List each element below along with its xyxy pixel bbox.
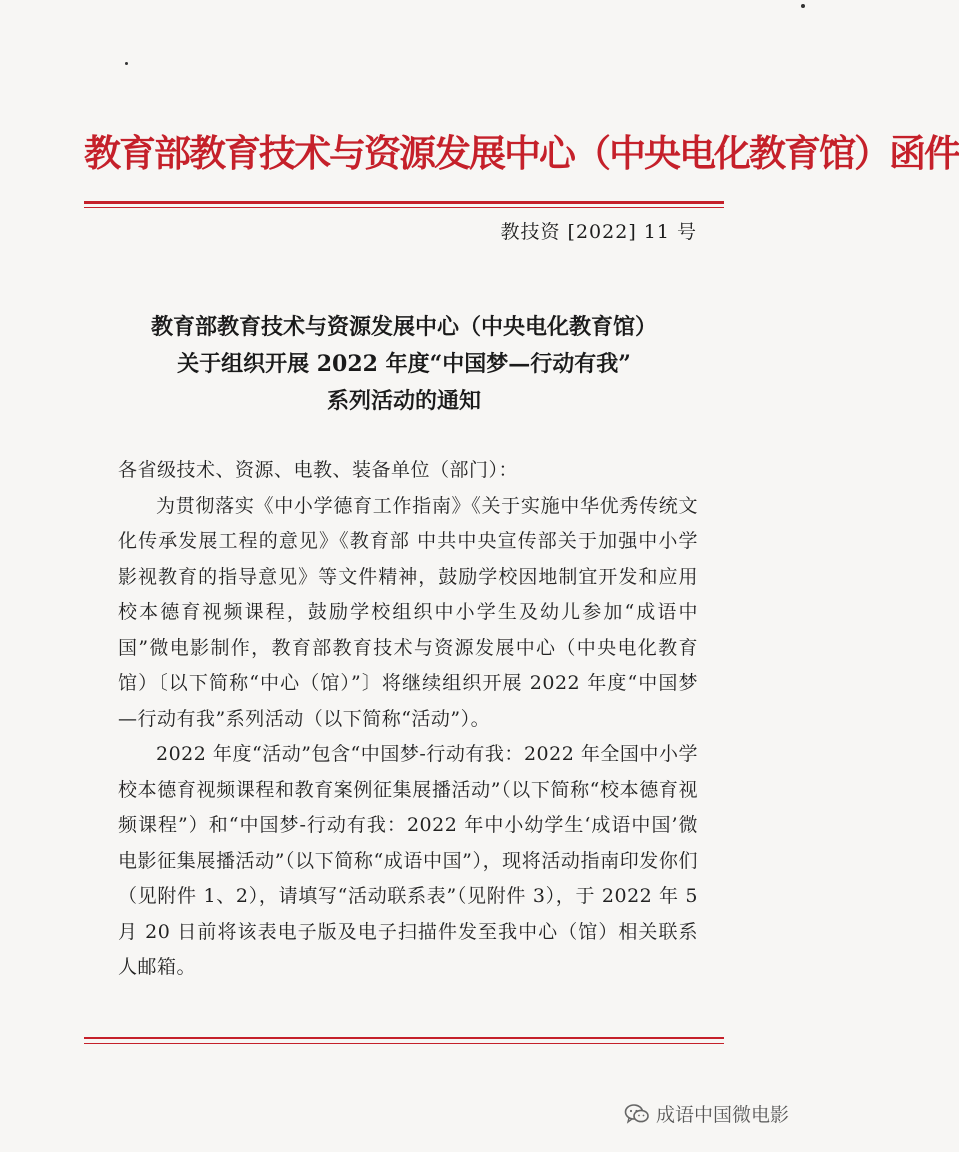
- letterhead-rule-bottom-thin: [84, 1043, 724, 1044]
- notice-title-line: 关于组织开展 2022 年度“中国梦—行动有我”: [177, 351, 631, 377]
- letterhead-rule-bottom: [84, 1037, 724, 1039]
- salutation: 各省级技术、资源、电教、装备单位（部门）：: [118, 459, 519, 481]
- document-number: 教技资 [2022] 11 号: [500, 221, 697, 243]
- notice-title-line: 教育部教育技术与资源发展中心（中央电化教育馆）: [150, 314, 657, 340]
- scan-speck: [801, 4, 805, 8]
- body-paragraph: 2022 年度“活动”包含“中国梦-行动有我：2022 年全国中小学校本德育视频课程和教育案例征集展播活动”（以下简称“校本德育视频课程”）和“中国梦-行动有我：2022 年中小幼学生‘成语中国’微电影征集展播活动”（以下简称“成语中国”），现将活动指南印发你们（见附件 1、2），请填写“活动联系表”（见附件 3），于 2022 年 5 月 20 日前将该表电子版及电子扫描件发至我中心（馆）相关联系人邮箱。: [118, 743, 698, 978]
- notice-body: [118, 453, 698, 986]
- notice-title: [84, 309, 724, 420]
- body-paragraph: 为贯彻落实《中小学德育工作指南》《关于实施中华优秀传统文化传承发展工程的意见》《教育部 中共中央宣传部关于加强中小学影视教育的指导意见》等文件精神，鼓励学校因地制宜开发和应用校本德育视频课程，鼓励学校组织中小学生及幼儿参加“成语中国”微电影制作，教育部教育技术与资源发展中心（中央电化教育馆）〔以下简称“中心（馆）”〕将继续组织开展 2022 年度“中国梦—行动有我”系列活动（以下简称“活动”）。: [118, 494, 698, 730]
- letterhead-rule-top: [84, 201, 724, 204]
- watermark-text: 成语中国微电影: [655, 1104, 789, 1126]
- account-watermark: [624, 1100, 789, 1127]
- scan-speck: [125, 62, 128, 65]
- notice-title-line: 系列活动的通知: [326, 388, 481, 414]
- letterhead-rule-top-thin: [84, 207, 724, 208]
- letterhead-title: 教育部教育技术与资源发展中心（中央电化教育馆）函件: [84, 131, 959, 175]
- wechat-icon: [624, 1103, 650, 1125]
